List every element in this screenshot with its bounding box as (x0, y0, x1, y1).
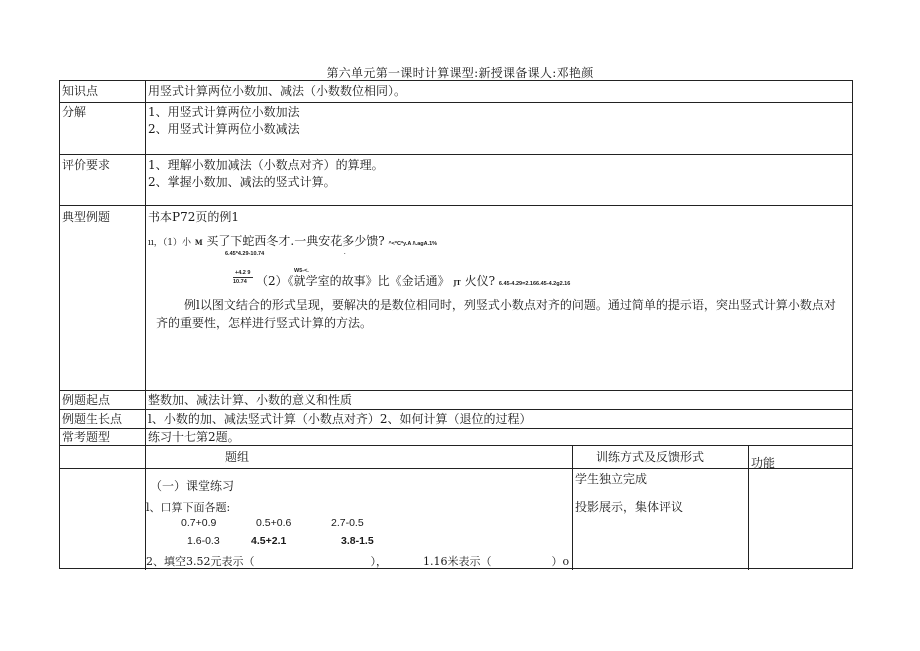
example-question-1 (148, 232, 437, 249)
q1-prefix: ıı，（1）小 (148, 238, 191, 248)
decompose-line-1: 1、用竖式计算两位小数加法 (148, 105, 300, 119)
example-question-2 (256, 268, 571, 289)
start-text: 整数加、减法计算、小数的意义和性质 (148, 393, 353, 407)
q2-end: 火仪? (464, 274, 496, 288)
expr-1-3: 2.7-0.5 (331, 517, 364, 529)
q2-noise: W5-<. (294, 268, 309, 274)
column-divider-function (748, 445, 749, 570)
row-example (60, 205, 852, 390)
growth-text: l、小数的加、减法竖式计算（小数点对齐）2、如何计算（退位的过程） (148, 412, 532, 426)
practice-item-1: l、口算下面各题: (146, 501, 231, 514)
label-example: 典型例题 (62, 210, 111, 224)
q2-mark: JT (453, 280, 461, 287)
calc-line-2: 6.45-4.29=2.166.45-4.2g2.16 (498, 281, 571, 287)
header-function: 功能 (751, 456, 776, 470)
column-divider-label (145, 81, 146, 570)
header-group: 题组 (225, 450, 250, 464)
lesson-plan-table (59, 80, 853, 569)
expr-1-2: 0.5+0.6 (256, 517, 292, 529)
label-decompose: 分解 (62, 105, 87, 119)
practice-item-2 (146, 553, 569, 569)
header-training: 训练方式及反馈形式 (596, 450, 705, 464)
label-start: 例题起点 (62, 393, 111, 407)
q1-text: 买了下蛇西冬才.一典安花多少馈? (206, 234, 385, 248)
expr-2-3: 3.8-1.5 (341, 535, 374, 547)
label-evaluation: 评价要求 (62, 158, 111, 172)
row-knowledge (60, 81, 852, 102)
practice-section: （一）课堂练习 (150, 479, 235, 493)
row-common (60, 428, 852, 445)
expr-2-2: 4.5+2.1 (251, 535, 287, 547)
vertical-calc-bottom: 10.74 (233, 279, 247, 285)
label-knowledge: 知识点 (62, 84, 99, 98)
common-text: 练习十七第2题。 (148, 430, 240, 444)
q1-noise: ^<*C*y.A /\.agA.1% (388, 241, 438, 247)
evaluation-line-2: 2、掌握小数加、减法的竖式计算。 (148, 175, 336, 189)
example-book-ref: 书本P72页的例1 (148, 210, 239, 224)
decompose-line-2: 2、用竖式计算两位小数减法 (148, 122, 300, 136)
row-growth (60, 409, 852, 428)
item2-part-b: ）， (370, 555, 387, 568)
vertical-calc-top: +4.2 9 (235, 270, 251, 276)
training-line-1: 学生独立完成 (575, 472, 648, 486)
vertical-calc-rule (233, 277, 253, 278)
expr-1-1: 0.7+0.9 (181, 517, 217, 529)
evaluation-line-1: 1、理解小数加减法（小数点对齐）的算理。 (148, 158, 384, 172)
page-title: 第六单元第一课时计算课型:新授课备课人:邓艳颜 (326, 66, 594, 80)
item2-part-a: 2、填空3.52元表示（ (146, 555, 255, 568)
example-analysis: 例l以图文结合的形式呈现，要解决的是数位相同时，列竖式小数点对齐的问题。通过简单的提示语，突出竖式计算小数点对齐的重要性，怎样进行竖式计算的方法。 (156, 298, 836, 330)
row-decompose (60, 102, 852, 154)
row-start (60, 390, 852, 409)
q1-mark: M (194, 238, 203, 247)
calc-line-1: 6.45*4.29-10.74 (225, 251, 265, 257)
row-practice (60, 468, 852, 570)
stray-dot: . (344, 250, 346, 256)
expr-2-1: 1.6-0.3 (187, 535, 220, 547)
item2-part-d: ）o (551, 555, 570, 568)
column-divider-training (572, 445, 573, 570)
q2-text: （2）《就学室的故事》比《金话通》 (256, 274, 450, 288)
item2-part-c: 1.16米表示（ (423, 555, 492, 568)
label-growth: 例题生长点 (62, 412, 123, 426)
label-common: 常考题型 (62, 430, 111, 444)
row-evaluation (60, 154, 852, 205)
row-table-header (60, 445, 852, 468)
knowledge-text: 用竖式计算两位小数加、减法（小数数位相同）。 (148, 84, 407, 98)
training-line-2: 投影展示，集体评议 (575, 500, 684, 514)
